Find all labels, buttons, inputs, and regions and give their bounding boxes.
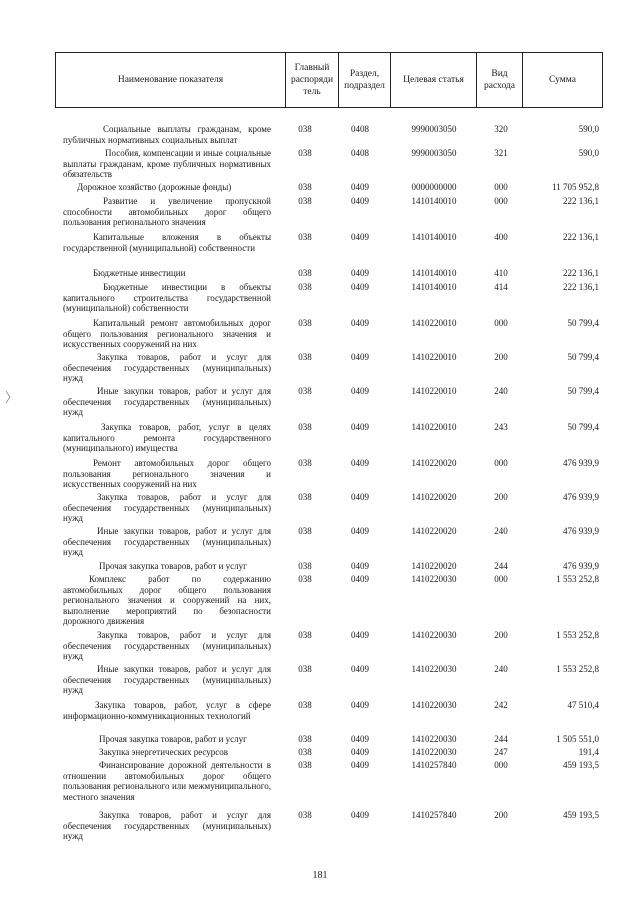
row-statya: 1410257840 <box>411 810 457 820</box>
row-vid: 000 <box>494 318 508 328</box>
row-vid: 000 <box>494 196 508 206</box>
row-summa: 459 193,5 <box>563 810 599 820</box>
row-name: Иные закупки товаров, работ и услуг для обеспечения государственных (муниципальных) нужд <box>63 386 271 417</box>
row-statya: 9990003050 <box>411 148 457 158</box>
row-glavny: 038 <box>298 526 312 536</box>
row-summa: 50 799,4 <box>567 318 599 328</box>
row-razdel: 0409 <box>351 526 369 536</box>
row-name: Закупка товаров, работ и услуг для обеспечения государственных (муниципальных) нужд <box>63 492 271 523</box>
row-statya: 1410140010 <box>411 196 457 206</box>
row-summa: 50 799,4 <box>567 422 599 432</box>
row-statya: 1410220030 <box>411 630 457 640</box>
row-summa: 11 705 952,8 <box>552 182 599 192</box>
row-razdel: 0409 <box>351 734 369 744</box>
row-statya: 0000000000 <box>411 182 457 192</box>
row-razdel: 0409 <box>351 232 369 242</box>
row-statya: 1410140010 <box>411 282 457 292</box>
row-razdel: 0409 <box>351 318 369 328</box>
margin-mark <box>4 390 14 404</box>
row-statya: 1410220010 <box>411 386 457 396</box>
row-vid: 410 <box>494 268 508 278</box>
row-glavny: 038 <box>298 664 312 674</box>
row-name: Бюджетные инвестиции <box>93 268 186 278</box>
row-vid: 200 <box>494 492 508 502</box>
row-name: Социальные выплаты гражданам, кроме публичных нормативных социальных выплат <box>63 124 271 145</box>
row-statya: 1410220030 <box>411 664 457 674</box>
row-summa: 590,0 <box>578 124 599 134</box>
row-summa: 476 939,9 <box>563 458 599 468</box>
row-name: Закупка товаров, работ и услуг для обеспечения государственных (муниципальных) нужд <box>63 352 271 383</box>
row-vid: 240 <box>494 664 508 674</box>
row-razdel: 0409 <box>351 458 369 468</box>
row-razdel: 0409 <box>351 664 369 674</box>
row-razdel: 0409 <box>351 268 369 278</box>
row-vid: 320 <box>494 124 508 134</box>
row-vid: 243 <box>494 422 508 432</box>
header-glavny: Главный распоряди тель <box>285 53 338 107</box>
row-statya: 1410257840 <box>411 760 457 770</box>
row-name: Развитие и увеличение пропускной способности автомобильных дорог общего пользования регионального значения <box>63 196 271 227</box>
header-name: Наименование показателя <box>117 75 224 85</box>
row-glavny: 038 <box>298 268 312 278</box>
row-statya: 1410220030 <box>411 574 457 584</box>
row-vid: 244 <box>494 734 508 744</box>
row-glavny: 038 <box>298 734 312 744</box>
row-vid: 000 <box>494 458 508 468</box>
row-glavny: 038 <box>298 182 312 192</box>
row-name: Ремонт автомобильных дорог общего пользования регионального значения и искусственных сооружений на них <box>63 458 271 489</box>
row-name: Капитальный ремонт автомобильных дорог общего пользования регионального значения и искусственных сооружений на них <box>63 318 271 349</box>
header-statya: Целевая статья <box>390 53 476 107</box>
row-statya: 9990003050 <box>411 124 457 134</box>
row-vid: 200 <box>494 352 508 362</box>
row-vid: 242 <box>494 700 508 710</box>
row-vid: 240 <box>494 526 508 536</box>
row-name: Закупка товаров, работ и услуг для обеспечения государственных (муниципальных) нужд <box>63 630 271 661</box>
row-summa: 222 136,1 <box>563 232 599 242</box>
row-razdel: 0409 <box>351 630 369 640</box>
row-summa: 1 553 252,8 <box>556 664 599 674</box>
row-name: Закупка товаров, работ, услуг в сфере информационно-коммуникационных технологий <box>63 700 271 721</box>
row-summa: 476 939,9 <box>563 492 599 502</box>
row-razdel: 0408 <box>351 148 369 158</box>
row-razdel: 0409 <box>351 747 369 757</box>
row-glavny: 038 <box>298 124 312 134</box>
row-statya: 1410220020 <box>411 561 457 571</box>
row-statya: 1410140010 <box>411 232 457 242</box>
row-vid: 000 <box>494 574 508 584</box>
row-razdel: 0409 <box>351 760 369 770</box>
row-glavny: 038 <box>298 630 312 640</box>
row-name: Капитальные вложения в объекты государственной (муниципальной) собственности <box>63 232 271 253</box>
row-glavny: 038 <box>298 282 312 292</box>
row-glavny: 038 <box>298 386 312 396</box>
row-razdel: 0409 <box>351 810 369 820</box>
row-name: Закупка товаров, работ, услуг в целях капитального ремонта государственного (муниципального) имущества <box>63 422 271 453</box>
row-summa: 590,0 <box>578 148 599 158</box>
row-razdel: 0409 <box>351 282 369 292</box>
row-name: Дорожное хозяйство (дорожные фонды) <box>77 182 232 192</box>
row-name: Закупка энергетических ресурсов <box>99 747 229 757</box>
row-glavny: 038 <box>298 561 312 571</box>
row-summa: 222 136,1 <box>563 196 599 206</box>
row-summa: 50 799,4 <box>567 386 599 396</box>
row-vid: 244 <box>494 561 508 571</box>
row-glavny: 038 <box>298 458 312 468</box>
row-name: Прочая закупка товаров, работ и услуг <box>99 561 247 571</box>
row-summa: 47 510,4 <box>567 700 599 710</box>
row-razdel: 0409 <box>351 700 369 710</box>
row-summa: 459 193,5 <box>563 760 599 770</box>
row-vid: 200 <box>494 810 508 820</box>
row-summa: 476 939,9 <box>563 526 599 536</box>
row-vid: 240 <box>494 386 508 396</box>
row-name: Пособия, компенсации и иные социальные выплаты гражданам, кроме публичных нормативных обязательств <box>63 148 271 179</box>
row-summa: 222 136,1 <box>563 268 599 278</box>
row-name: Закупка товаров, работ и услуг для обеспечения государственных (муниципальных) нужд <box>63 810 271 841</box>
row-vid: 414 <box>494 282 508 292</box>
row-razdel: 0409 <box>351 561 369 571</box>
row-glavny: 038 <box>298 747 312 757</box>
row-razdel: 0409 <box>351 196 369 206</box>
row-statya: 1410220030 <box>411 734 457 744</box>
row-glavny: 038 <box>298 232 312 242</box>
row-glavny: 038 <box>298 422 312 432</box>
row-name: Иные закупки товаров, работ и услуг для обеспечения государственных (муниципальных) нужд <box>63 664 271 695</box>
row-glavny: 038 <box>298 318 312 328</box>
row-summa: 1 505 551,0 <box>556 734 599 744</box>
row-name: Комплекс работ по содержанию автомобильных дорог общего пользования регионального значения и сооружений на них, выполнение мероприятий по безопасности дорожного движения <box>63 574 271 626</box>
row-razdel: 0409 <box>351 574 369 584</box>
row-vid: 200 <box>494 630 508 640</box>
header-vid: Вид расхода <box>476 53 522 107</box>
row-statya: 1410220010 <box>411 352 457 362</box>
row-statya: 1410220020 <box>411 458 457 468</box>
row-glavny: 038 <box>298 700 312 710</box>
row-vid: 247 <box>494 747 508 757</box>
row-statya: 1410220030 <box>411 700 457 710</box>
row-summa: 476 939,9 <box>563 561 599 571</box>
row-summa: 50 799,4 <box>567 352 599 362</box>
row-summa: 1 553 252,8 <box>556 630 599 640</box>
row-glavny: 038 <box>298 760 312 770</box>
row-glavny: 038 <box>298 810 312 820</box>
row-glavny: 038 <box>298 148 312 158</box>
row-statya: 1410220030 <box>411 747 457 757</box>
row-statya: 1410220010 <box>411 318 457 328</box>
row-vid: 321 <box>494 148 508 158</box>
header-razdel: Раздел, подраздел <box>338 53 390 107</box>
row-razdel: 0409 <box>351 352 369 362</box>
row-vid: 000 <box>494 182 508 192</box>
table-header <box>55 52 603 108</box>
row-glavny: 038 <box>298 352 312 362</box>
row-vid: 400 <box>494 232 508 242</box>
row-name: Финансирование дорожной деятельности в отношении автомобильных дорог общего пользования регионального или межмуниципального, местного значения <box>63 760 271 802</box>
row-statya: 1410220020 <box>411 492 457 502</box>
row-statya: 1410140010 <box>411 268 457 278</box>
page-number: 181 <box>312 870 328 881</box>
row-name: Иные закупки товаров, работ и услуг для обеспечения государственных (муниципальных) нужд <box>63 526 271 557</box>
row-razdel: 0408 <box>351 124 369 134</box>
row-razdel: 0409 <box>351 386 369 396</box>
row-razdel: 0409 <box>351 182 369 192</box>
row-statya: 1410220020 <box>411 526 457 536</box>
header-summa: Сумма <box>522 53 602 107</box>
row-glavny: 038 <box>298 196 312 206</box>
row-name: Бюджетные инвестиции в объекты капитального строительства государственной (муниципальной) собственности <box>63 282 271 313</box>
row-glavny: 038 <box>298 492 312 502</box>
row-razdel: 0409 <box>351 492 369 502</box>
row-razdel: 0409 <box>351 422 369 432</box>
row-name: Прочая закупка товаров, работ и услуг <box>99 734 247 744</box>
row-summa: 222 136,1 <box>563 282 599 292</box>
row-statya: 1410220010 <box>411 422 457 432</box>
row-glavny: 038 <box>298 574 312 584</box>
row-vid: 000 <box>494 760 508 770</box>
row-summa: 191,4 <box>578 747 599 757</box>
row-summa: 1 553 252,8 <box>556 574 599 584</box>
